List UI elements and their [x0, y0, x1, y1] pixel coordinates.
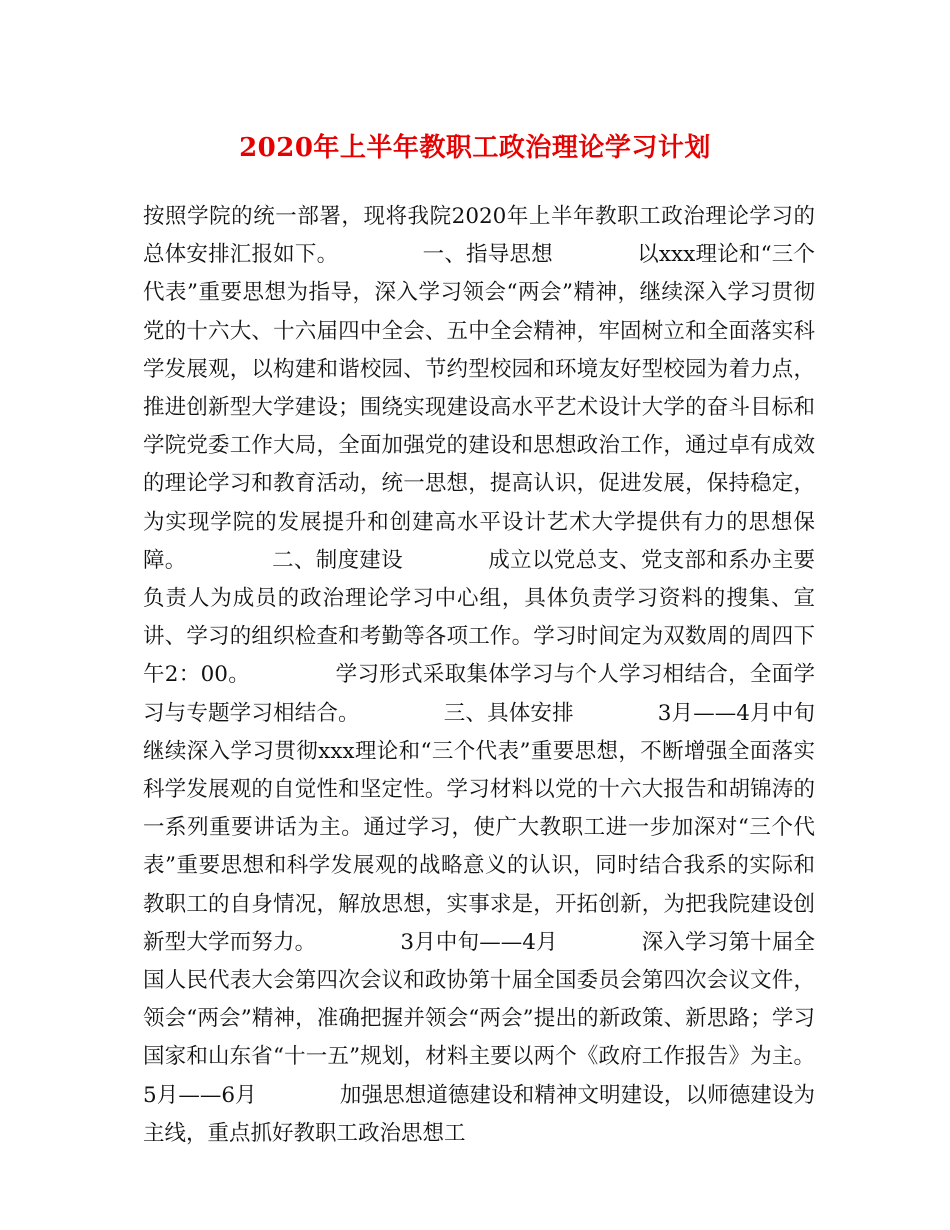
document-body: 按照学院的统一部署，现将我院2020年上半年教职工政治理论学习的总体安排汇报如下。 一、指导思想 以xxx理论和“三个代表”重要思想为指导，深入学习领会“两会”精神，继续深入学习贯彻党的十六大、十六届四中全会、五中全会精神，牢固树立和全面落实科学发展观，以构建和谐校园、节约型校园和环境友好型校园为着力点，推进创新型大学建设；围绕实现建设高水平艺术设计大学的奋斗目标和学院党委工作大局，全面加强党的建设和思想政治工作，通过卓有成效的理论学习和教育活动，统一思想，提高认识，促进发展，保持稳定，为实现学院的发展提升和创建高水平设计艺术大学提供有力的思想保障。 二、制度建设 成立以党总支、党支部和系办主要负责人为成员的政治理论学习中心组，具体负责学习资料的搜集、宣讲、学习的组织检查和考勤等各项工作。学习时间定为双数周的周四下午2：00。 学习形式采取集体学习与个人学习相结合，全面学习与专题学习相结合。 三、具体安排 3月——4月中旬 继续深入学习贯彻xxx理论和“三个代表”重要思想，不断增强全面落实科学发展观的自觉性和坚定性。学习材料以党的十六大报告和胡锦涛的一系列重要讲话为主。通过学习，使广大教职工进一步加深对“三个代表”重要思想和科学发展观的战略意义的认识，同时结合我系的实际和教职工的自身情况，解放思想，实事求是，开拓创新，为把我院建设创新型大学而努力。 3月中旬——4月 深入学习第十届全国人民代表大会第四次会议和政协第十届全国委员会第四次会议文件，领会“两会”精神，准确把握并领会“两会”提出的新政策、新思路；学习国家和山东省“十一五”规划，材料主要以两个《政府工作报告》为主。 5月——6月 加强思想道德建设和精神文明建设，以师德建设为主线，重点抓好教职工政治思想工 — [143, 204, 898, 1146]
document-title: 2020年上半年教职工政治理论学习计划 — [239, 133, 711, 163]
